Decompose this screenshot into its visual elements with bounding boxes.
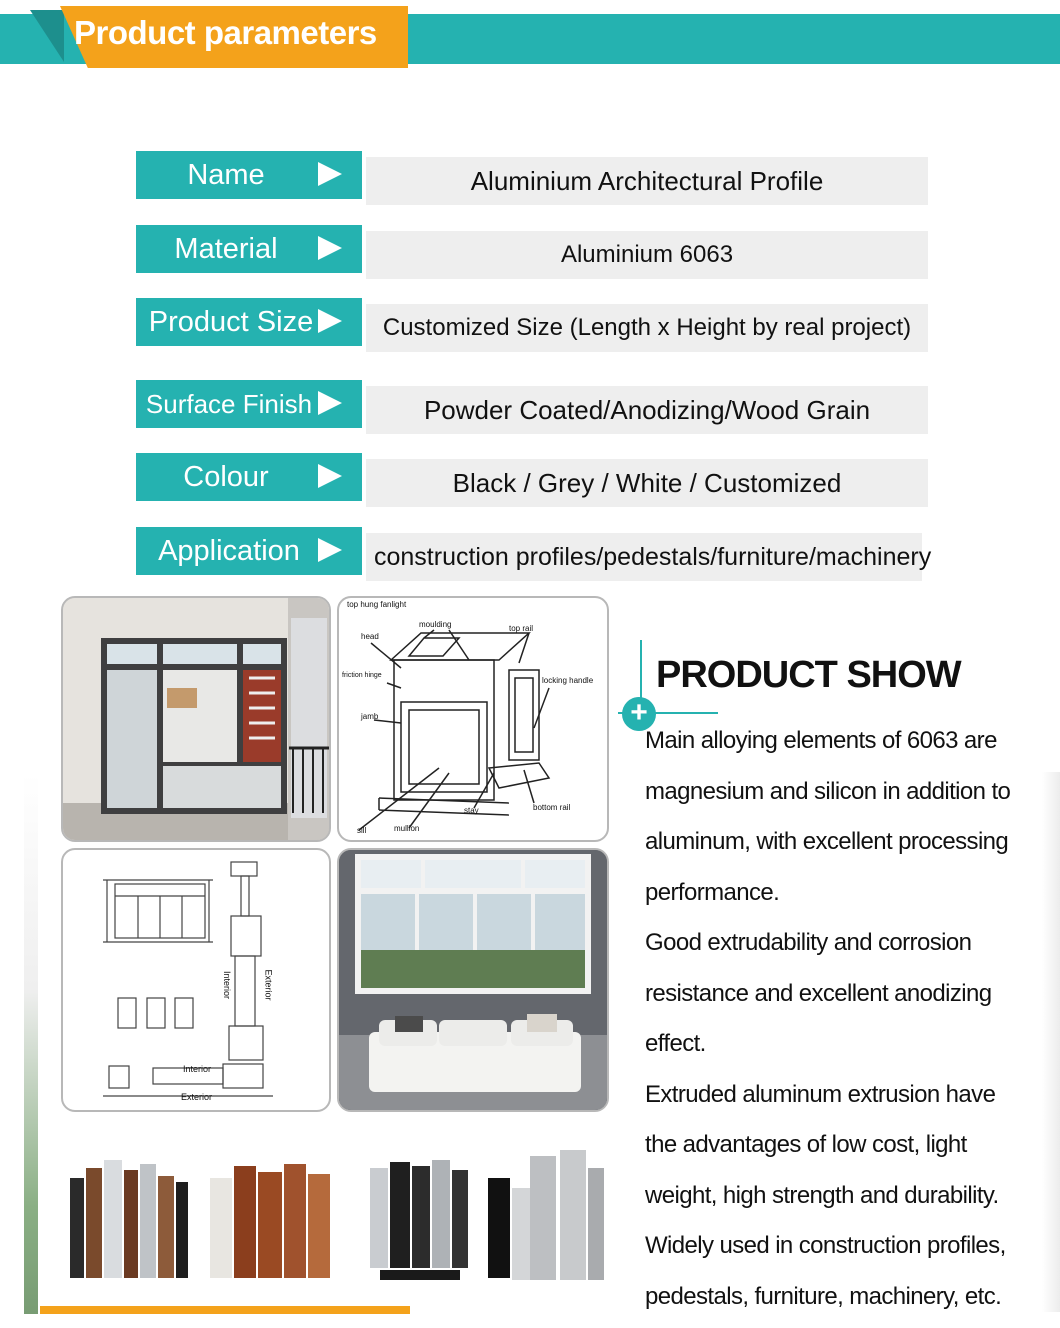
plus-icon: + — [622, 697, 656, 731]
play-arrow-icon — [318, 162, 342, 186]
section-label: Exterior — [264, 969, 274, 1000]
play-arrow-icon — [318, 464, 342, 488]
aluminium-profiles-photo — [60, 1148, 615, 1293]
product-show-description — [645, 722, 1045, 1328]
param-label: Surface Finish — [136, 380, 362, 428]
diagram-label: mullion — [394, 824, 419, 833]
description-line: resistance and excellent anodizing — [645, 975, 1045, 1026]
description-line: performance. — [645, 874, 1045, 925]
description-line: effect. — [645, 1025, 1045, 1076]
bottom-accent-bar — [40, 1306, 410, 1314]
description-line: the advantages of low cost, light — [645, 1126, 1045, 1177]
section-label: Exterior — [181, 1092, 212, 1102]
window-photo — [61, 596, 331, 842]
description-line: pedestals, furniture, machinery, etc. — [645, 1278, 1045, 1328]
play-arrow-icon — [318, 391, 342, 415]
param-value: Aluminium 6063 — [366, 231, 928, 279]
param-value: Powder Coated/Anodizing/Wood Grain — [366, 386, 928, 434]
param-label: Colour — [136, 453, 362, 501]
description-line: Main alloying elements of 6063 are — [645, 722, 1045, 773]
diagram-label: stay — [464, 806, 479, 815]
diagram-label: top hung fanlight — [347, 600, 406, 609]
diagram-label: moulding — [419, 620, 451, 629]
section-label: Interior — [183, 1064, 211, 1074]
param-label: Application — [136, 527, 362, 575]
param-row-surface-finish — [136, 380, 928, 428]
param-value: Customized Size (Length x Height by real project) — [366, 304, 928, 352]
param-label: Name — [136, 151, 362, 199]
param-row-colour — [136, 453, 928, 501]
page-title: Product parameters — [74, 14, 377, 52]
play-arrow-icon — [318, 538, 342, 562]
diagram-label: top rail — [509, 624, 533, 633]
description-line: weight, high strength and durability. — [645, 1177, 1045, 1228]
diagram-label: head — [361, 632, 379, 641]
description-line: Good extrudability and corrosion — [645, 924, 1045, 975]
param-label: Product Size — [136, 298, 362, 346]
play-arrow-icon — [318, 236, 342, 260]
left-decoration-bar — [24, 774, 38, 1314]
param-value: Aluminium Architectural Profile — [366, 157, 928, 205]
diagram-label: locking handle — [542, 676, 593, 685]
living-room-photo — [337, 848, 609, 1112]
profile-section-drawing — [61, 848, 331, 1112]
description-line: Widely used in construction profiles, — [645, 1227, 1045, 1278]
param-row-application — [136, 527, 928, 575]
section-label: Interior — [222, 971, 232, 999]
description-line: Extruded aluminum extrusion have — [645, 1076, 1045, 1127]
description-line: magnesium and silicon in addition to — [645, 773, 1045, 824]
product-show-title: PRODUCT SHOW — [656, 654, 961, 697]
diagram-label: jamb — [361, 712, 378, 721]
param-row-name — [136, 151, 928, 199]
param-row-material — [136, 225, 928, 273]
play-arrow-icon — [318, 309, 342, 333]
window-parts-diagram — [337, 596, 609, 842]
description-line: aluminum, with excellent processing — [645, 823, 1045, 874]
param-value: construction profiles/pedestals/furniture/machinery — [366, 533, 922, 581]
diagram-label: friction hinge — [342, 672, 382, 679]
param-label: Material — [136, 225, 362, 273]
param-value: Black / Grey / White / Customized — [366, 459, 928, 507]
diagram-label: bottom rail — [533, 803, 570, 812]
param-row-product-size — [136, 298, 928, 346]
diagram-label: sill — [357, 826, 366, 835]
